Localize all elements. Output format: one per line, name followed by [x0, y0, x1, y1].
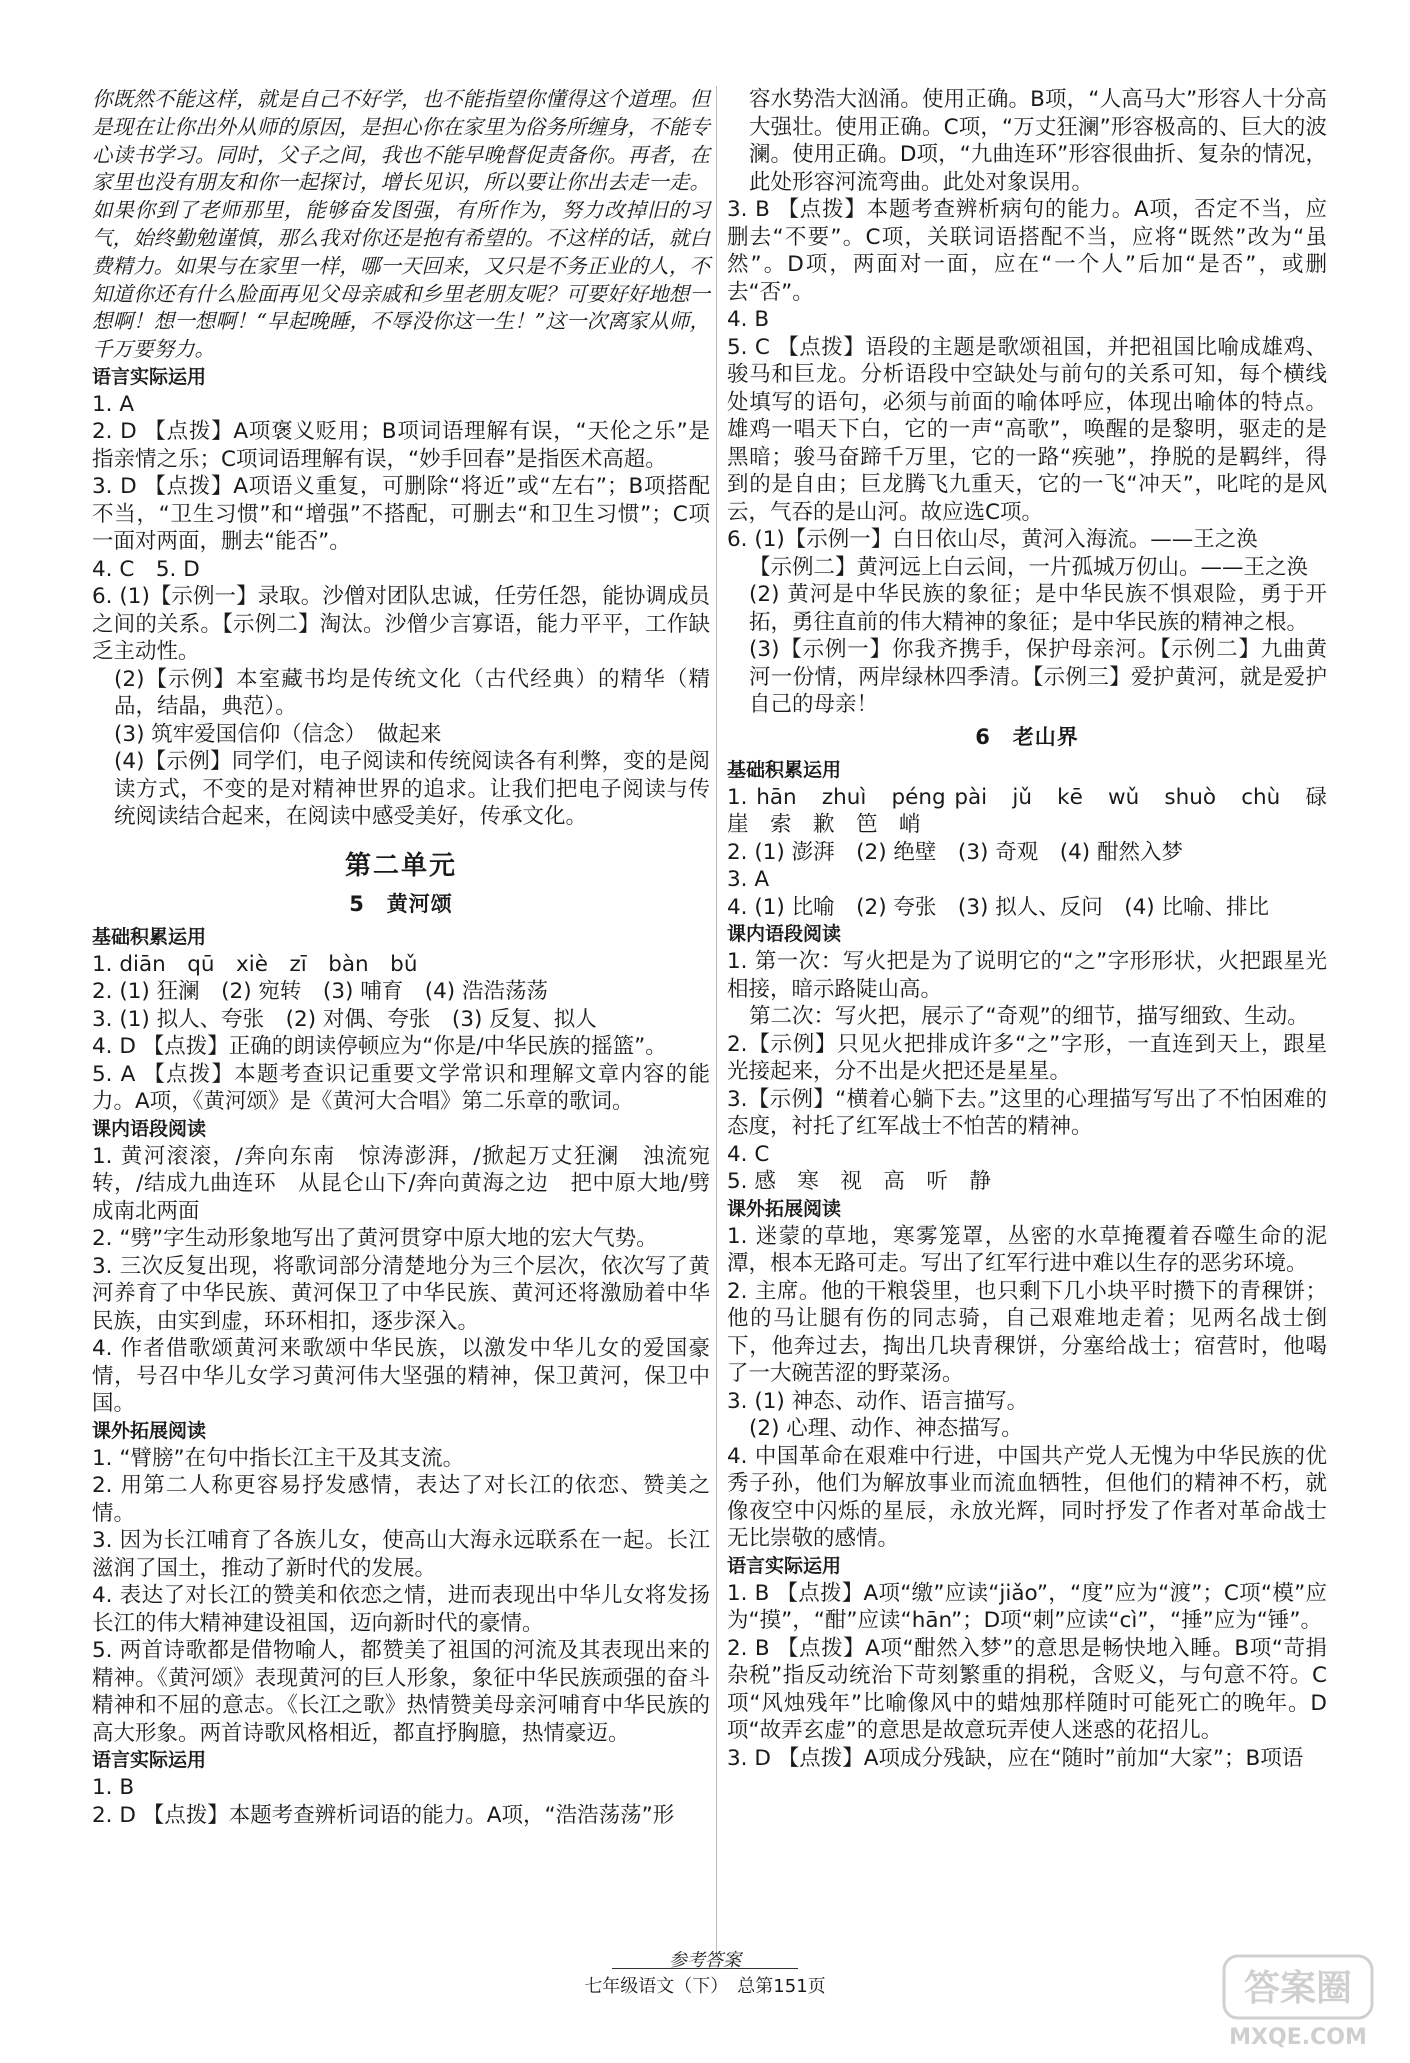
answer-item: (2) 心理、动作、神态描写。 [749, 1416, 1023, 1441]
section-heading-extended-reading: 课外拓展阅读 [92, 1419, 207, 1442]
answer-item: 2. (1) 狂澜 (2) 宛转 (3) 哺育 (4) 浩浩荡荡 [92, 979, 549, 1005]
answer-item: 3. D 【点拨】A项成分残缺，应在“随时”前加“大家”；B项语 [727, 1745, 1304, 1771]
answer-item: 3. (1) 拟人、夸张 (2) 对偶、夸张 (3) 反复、拟人 [92, 1006, 597, 1032]
answer-item: 2. (1) 澎湃 (2) 绝壁 (3) 奇观 (4) 酣然入梦 [727, 839, 1184, 865]
section-heading-in-class-reading: 课内语段阅读 [727, 923, 842, 945]
answer-item: 4. 表达了对长江的赞美和依恋之情，进而表现出中华儿女将发扬长江的伟大精神建设祖国，迈向新时代的豪情。 [92, 1583, 710, 1636]
answer-item: 6. (1)【示例一】白日依山尽，黄河入海流。——王之涣 [727, 527, 1258, 552]
answer-item: 4. C [727, 1141, 770, 1167]
answer-item: 2. “劈”字生动形象地写出了黄河贯穿中原大地的宏大气势。 [92, 1226, 658, 1252]
answer-item: 1. 第一次：写火把是为了说明它的“之”字形形状，火把跟星光相接，暗示路陡山高。 [727, 949, 1327, 1002]
answer-item: 4. B [727, 307, 770, 332]
answer-item: 5. 两首诗歌都是借物喻人，都赞美了祖国的河流及其表现出来的精神。《黄河颂》表现黄河的巨人形象，象征中华民族顽强的奋斗精神和不屈的意志。《长江之歌》热情赞美母亲河哺育中华民族的高大形象。两首诗歌风格相近，都直抒胸臆，热情豪迈。 [92, 1638, 710, 1746]
answer-item: 5. 感 寒 视 高 听 静 [727, 1169, 991, 1194]
answer-item: (4)【示例】同学们，电子阅读和传统阅读各有利弊，变的是阅读方式，不变的是对精神世界的追求。让我们把电子阅读与传统阅读结合起来，在阅读中感受美好，传承文化。 [114, 749, 710, 830]
answer-item: 1. diān qū xiè zī bàn bǔ [92, 951, 418, 977]
answer-item: 3. B 【点拨】本题考查辨析病句的能力。A项，否定不当，应删去“不要”。C项，关联词语搭配不当，应将“既然”改为“虽然”。D项，两面对一面，应在“一个人”后加“是否”，或删去“否”。 [727, 197, 1327, 305]
answer-item: 3.【示例】“横着心躺下去。”这里的心理描写写出了不怕困难的态度，衬托了红军战士不怕苦的精神。 [727, 1086, 1327, 1139]
answer-item: 5. C 【点拨】语段的主题是歌颂祖国，并把祖国比喻成雄鸡、骏马和巨龙。分析语段中空缺处与前句的关系可知，每个横线处填写的语句，必须与前面的喻体呼应，体现出喻体的特点。雄鸡一唱天下白，它的一声“高歌”，唤醒的是黎明，驱走的是黑暗；骏马奋蹄千万里，它的一路“疾驰”，挣脱的是羁绊，得到的是自由；巨龙腾飞九重天，它的一飞“冲天”，叱咤的是风云，气吞的是山河。故应选C项。 [727, 334, 1327, 525]
watermark-url: MXQE.COM [1229, 2025, 1367, 2050]
answer-item: 1. 迷蒙的草地，寒雾笼罩，丛密的水草掩覆着吞噬生命的泥潭，根本无路可走。写出了红军行进中难以生存的恶劣环境。 [727, 1223, 1327, 1276]
answer-item: 1. B [92, 1775, 135, 1801]
answer-item: 【示例二】黄河远上白云间，一片孤城万仞山。——王之涣 [749, 554, 1309, 580]
answer-item: 3. A [727, 867, 770, 892]
section-heading-basics: 基础积累运用 [92, 925, 207, 948]
left-column [92, 86, 710, 1829]
answer-item: (2)【示例】本室藏书均是传统文化（古代经典）的精华（精品，结晶，典范）。 [114, 666, 710, 720]
section-heading-language-use: 语言实际运用 [92, 365, 207, 388]
answer-item: 1. A [92, 391, 135, 417]
answer-item: 第二次：写火把，展示了“奇观”的细节，描写细致、生动。 [749, 1004, 1309, 1029]
answer-item: 2. D 【点拨】A项褒义贬用；B项词语理解有误，“天伦之乐”是指亲情之乐；C项词语理解有误，“妙手回春”是指医术高超。 [92, 419, 710, 472]
answer-item: 1. “臂膀”在句中指长江主干及其支流。 [92, 1445, 465, 1471]
column-divider [716, 86, 717, 1958]
answer-item: 6. (1)【示例一】录取。沙僧对团队忠诚，任劳任怨，能协调成员之间的关系。【示例二】淘汰。沙僧少言寡语，能力平平，工作缺乏主动性。 [92, 584, 710, 665]
lesson-title: 6 老山界 [975, 724, 1079, 749]
answer-item: 容水势浩大汹涌。使用正确。B项，“人高马大”形容人十分高大强壮。使用正确。C项，“万丈狂澜”形容极高的、巨大的波澜。使用正确。D项，“九曲连环”形容很曲折、复杂的情况，此处形容河流弯曲。此处对象误用。 [749, 87, 1327, 195]
answer-item: (3)【示例一】你我齐携手，保护母亲河。【示例二】九曲黄河一份情，两岸绿林四季清。【示例三】爱护黄河，就是爱护自己的母亲！ [749, 637, 1327, 717]
section-heading-extended-reading: 课外拓展阅读 [727, 1197, 842, 1220]
answer-item: 3. 因为长江哺育了各族儿女，使高山大海永远联系在一起。长江滋润了国土，推动了新时代的发展。 [92, 1528, 710, 1581]
watermark-logo [1218, 1952, 1378, 2054]
translation-paragraph: 你既然不能这样，就是自己不好学，也不能指望你懂得这个道理。但是现在让你出外从师的原因，是担心你在家里为俗务所缠身，不能专心读书学习。同时，父子之间，我也不能早晚督促责备你。再者，在家里也没有朋友和你一起探讨，增长见识，所以要让你出去走一走。如果你到了老师那里，能够奋发图强，有所作为，努力改掉旧的习气，始终勤勉谨慎，那么我对你还是抱有希望的。不这样的话，就白费精力。如果与在家里一样，哪一天回来，又只是不务正业的人，不知道你还有什么脸面再见父母亲戚和乡里老朋友呢？可要好好地想一想啊！想一想啊！“早起晚睡，不辱没你这一生！”这一次离家从师，千万要努力。 [92, 87, 710, 362]
answer-item: 2. 主席。他的干粮袋里，也只剩下几小块平时攒下的青稞饼；他的马让腿有伤的同志骑，自己艰难地走着；见两名战士倒下，他奔过去，掏出几块青稞饼，分塞给战士；宿营时，他喝了一大碗苦涩的野菜汤。 [727, 1278, 1327, 1386]
section-heading-basics: 基础积累运用 [727, 758, 842, 781]
footer-page-info: 七年级语文（下） 总第151页 [584, 1976, 826, 1997]
section-heading-language-use: 语言实际运用 [92, 1749, 207, 1772]
right-column [727, 86, 1349, 1772]
answer-item: 1. B 【点拨】A项“缴”应读“jiǎo”，“度”应为“渡”；C项“模”应为“摸”，“酣”应读“hān”；D项“刺”应读“cì”，“捶”应为“锤”。 [727, 1580, 1327, 1633]
watermark-text: 答案圈 [1243, 1968, 1353, 2009]
answer-item: 4. 中国革命在艰难中行进，中国共产党人无愧为中华民族的优秀子孙，他们为解放事业而流血牺牲，但他们的精神不朽，就像夜空中闪烁的星辰，永放光辉，同时抒发了作者对革命战士无比崇敬的感情。 [727, 1443, 1327, 1551]
answer-item: 4. D 【点拨】正确的朗读停顿应为“你是/中华民族的摇篮”。 [92, 1034, 667, 1060]
section-heading-in-class-reading: 课内语段阅读 [92, 1117, 207, 1140]
answer-item: 3. 三次反复出现，将歌词部分清楚地分为三个层次，依次写了黄河养育了中华民族、黄河保卫了中华民族、黄河还将激励着中华民族，由实到虚，环环相扣，逐步深入。 [92, 1253, 710, 1334]
answer-item: 2.【示例】只见火把排成许多“之”字形，一直连到天上，跟星光接起来，分不出是火把还是星星。 [727, 1031, 1327, 1084]
unit-title: 第二单元 [344, 850, 457, 881]
answer-item: 3. (1) 神态、动作、语言描写。 [727, 1388, 1029, 1414]
answer-item: 2. D 【点拨】本题考查辨析词语的能力。A项，“浩浩荡荡”形 [92, 1802, 675, 1828]
lesson-title: 5 黄河颂 [349, 891, 453, 916]
answer-item: (3) 筑牢爱国信仰（信念） 做起来 [114, 721, 442, 747]
section-heading-language-use: 语言实际运用 [727, 1554, 842, 1577]
answer-item: 3. D 【点拨】A项语义重复，可删除“将近”或“左右”；B项搭配不当，“卫生习惯”和“增强”不搭配，可删去“和卫生习惯”；C项一面对两面，删去“能否”。 [92, 474, 710, 555]
answer-item: 5. A 【点拨】本题考查识记重要文学常识和理解文章内容的能力。A项，《黄河颂》是《黄河大合唱》第二乐章的歌词。 [92, 1061, 710, 1115]
answer-item: 1. 黄河滚滚，/奔向东南 惊涛澎湃，/掀起万丈狂澜 浊流宛转，/结成九曲连环 从昆仑山下/奔向黄海之边 把中原大地/劈成南北两面 [92, 1143, 710, 1224]
answer-item: 4. C 5. D [92, 556, 200, 582]
answer-item: 1. hān zhuì péng pài jǔ kē wǔ shuò chù 碌 崖 索 歉 笆 峭 [727, 784, 1349, 837]
answer-item: 4. 作者借歌颂黄河来歌颂中华民族，以激发中华儿女的爱国豪情，号召中华儿女学习黄河伟大坚强的精神，保卫黄河，保卫中国。 [92, 1336, 710, 1417]
answer-item: 2. 用第二人称更容易抒发感情，表达了对长江的依恋、赞美之情。 [92, 1473, 710, 1526]
answer-item: 2. B 【点拨】A项“酣然入梦”的意思是畅快地入睡。B项“苛捐杂税”指反动统治下苛刻繁重的捐税，含贬义，与句意不符。C项“风烛残年”比喻像风中的蜡烛那样随时可能死亡的晚年。D项“故弄玄虚”的意思是故意玩弄使人迷惑的花招儿。 [727, 1635, 1327, 1743]
answer-item: 4. (1) 比喻 (2) 夸张 (3) 拟人、反问 (4) 比喻、排比 [727, 894, 1270, 920]
footer-label: 参考答案 [669, 1950, 741, 1971]
answer-item: (2) 黄河是中华民族的象征；是中华民族不惧艰险，勇于开拓，勇往直前的伟大精神的象征；是中华民族的精神之根。 [749, 582, 1327, 635]
